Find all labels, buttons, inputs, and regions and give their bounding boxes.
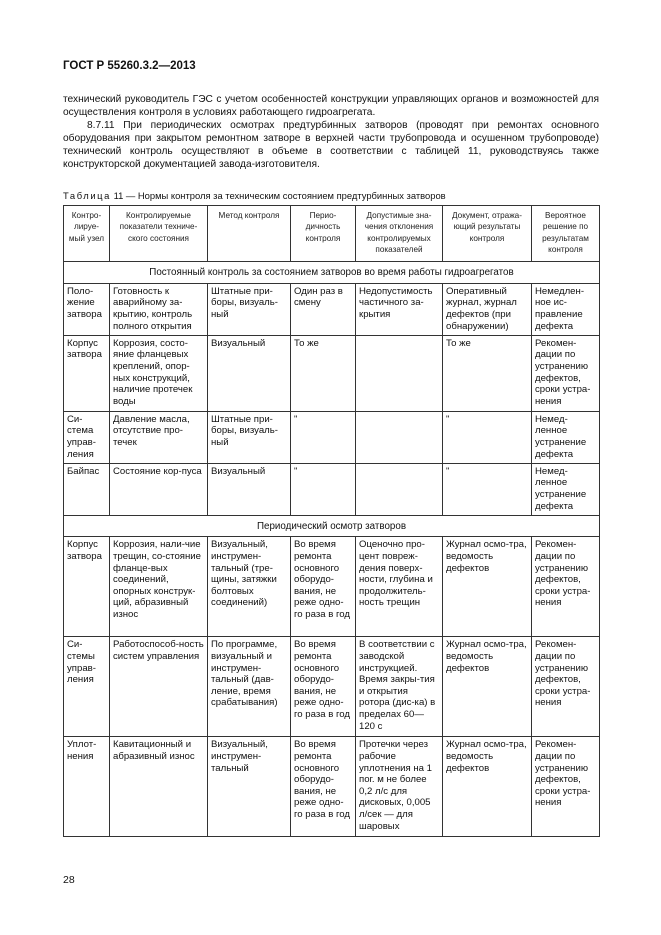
norms-table: [63, 205, 600, 837]
table-cell: Немедлен-ное ис-правление дефекта: [532, 283, 600, 335]
table-cell: ": [443, 463, 532, 515]
table-cell: ": [443, 411, 532, 463]
table-cell: Уплот-нения: [64, 737, 110, 837]
table-cell: Готовность к аварийному за-крытию, контроль полного открытия: [110, 283, 208, 335]
table-cell: [356, 335, 443, 411]
table-caption-text: 11 — Нормы контроля за техническим состоянием предтурбинных затворов: [113, 190, 446, 201]
table-cell: Визуальный: [208, 463, 291, 515]
table-cell: Один раз в смену: [291, 283, 356, 335]
column-header: Контролируемые показатели техниче-ского состояния: [110, 206, 208, 262]
table-cell: Корпус затвора: [64, 537, 110, 637]
table-cell: В соответствии с заводской инструкцией. Время закры-тия и открытия ротора (дис-ка) в пределах 60—120 с: [356, 637, 443, 737]
table-cell: Во время ремонта основного оборудо-вания, не реже одно-го раза в год: [291, 537, 356, 637]
table-row: [64, 463, 600, 515]
table-cell: ": [291, 463, 356, 515]
table-row: [64, 335, 600, 411]
table-cell: Штатные при-боры, визуаль-ный: [208, 411, 291, 463]
table-cell: Состояние кор-пуса: [110, 463, 208, 515]
table-cell: Визуальный: [208, 335, 291, 411]
table-row: [64, 283, 600, 335]
column-header: Вероятное решение по результатам контроля: [532, 206, 600, 262]
intro-paragraph: технический руководитель ГЭС с учетом особенностей конструкции управляющих органов и возможностей для осуществления контроля в условиях работающего гидроагрегата.: [63, 94, 599, 118]
intro-paragraph: 8.7.11 При периодических осмотрах предтурбинных затворов (проводят при ремонтах основного оборудования при закрытом ремонтном затворе в верхней части трубопровода и осушенном трубопроводе) технический контроль осуществляют в объеме в соответствии с таблицей 11, руководствуясь также конструкторской документацией завода-изготовителя.: [63, 120, 599, 170]
table-cell: Журнал осмо-тра, ведомость дефектов: [443, 537, 532, 637]
table-cell: Визуальный, инструмен-тальный (тре-щины, затяжки болтовых соединений): [208, 537, 291, 637]
table-cell: Рекомен-дации по устранению дефектов, сроки устра-нения: [532, 637, 600, 737]
table-caption-word: Таблица: [63, 190, 111, 201]
section-title-constant: Постоянный контроль за состоянием затворов во время работы гидроагрегатов: [64, 262, 600, 284]
table-cell: Журнал осмо-тра, ведомость дефектов: [443, 637, 532, 737]
section-row: [64, 262, 600, 284]
table-cell: Недопустимость частичного за-крытия: [356, 283, 443, 335]
table-cell: Оперативный журнал, журнал дефектов (при обнаружении): [443, 283, 532, 335]
column-header: Перио-дичность контроля: [291, 206, 356, 262]
table-cell: Поло-жение затвора: [64, 283, 110, 335]
table-cell: Немед-ленное устранение дефекта: [532, 463, 600, 515]
table-cell: Рекомен-дации по устранению дефектов, сроки устра-нения: [532, 335, 600, 411]
table-cell: Коррозия, состо-яние фланцевых креплений, опор-ных конструкций, наличие протечек воды: [110, 335, 208, 411]
table-cell: Оценочно про-цент повреж-дения поверх-ности, глубина и продолжитель-ность трещин: [356, 537, 443, 637]
document-id: ГОСТ Р 55260.3.2—2013: [63, 60, 196, 72]
table-cell: То же: [291, 335, 356, 411]
table-row: [64, 537, 600, 637]
table-header-row: [64, 206, 600, 262]
table-cell: По программе, визуальный и инструмен-тальный (дав-ление, время срабатывания): [208, 637, 291, 737]
table-cell: ": [291, 411, 356, 463]
column-header: Метод контроля: [208, 206, 291, 262]
table-cell: Журнал осмо-тра, ведомость дефектов: [443, 737, 532, 837]
table-cell: Визуальный, инструмен-тальный: [208, 737, 291, 837]
section-row: [64, 515, 600, 537]
table-row: [64, 411, 600, 463]
table-cell: Во время ремонта основного оборудо-вания, не реже одно-го раза в год: [291, 737, 356, 837]
table-cell: Штатные при-боры, визуаль-ный: [208, 283, 291, 335]
intro-text: [63, 93, 599, 171]
table-cell: Давление масла, отсутствие про-течек: [110, 411, 208, 463]
table-cell: Си-стема управ-ления: [64, 411, 110, 463]
section-title-periodic: Периодический осмотр затворов: [64, 515, 600, 537]
column-header: Документ, отража-ющий результаты контроля: [443, 206, 532, 262]
table-cell: Корпус затвора: [64, 335, 110, 411]
table-cell: Си-стемы управ-ления: [64, 637, 110, 737]
table-cell: Рекомен-дации по устранению дефектов, сроки устра-нения: [532, 737, 600, 837]
table-cell: То же: [443, 335, 532, 411]
table-caption: [63, 190, 446, 201]
table-cell: Рекомен-дации по устранению дефектов, сроки устра-нения: [532, 537, 600, 637]
table-cell: [356, 411, 443, 463]
table-cell: Во время ремонта основного оборудо-вания, не реже одно-го раза в год: [291, 637, 356, 737]
table-row: [64, 737, 600, 837]
table-cell: Коррозия, нали-чие трещин, со-стояние фланце-вых соединений, опорных конструк-ций, абразивный износ: [110, 537, 208, 637]
table-cell: Работоспособ-ность систем управления: [110, 637, 208, 737]
column-header: Контро-лируе-мый узел: [64, 206, 110, 262]
table-row: [64, 637, 600, 737]
table-cell: Немед-ленное устранение дефекта: [532, 411, 600, 463]
table-cell: Протечки через рабочие уплотнения на 1 пог. м не более 0,2 л/с для дисковых, 0,005 л/сек — для шаровых: [356, 737, 443, 837]
table-cell: [356, 463, 443, 515]
table-cell: Байпас: [64, 463, 110, 515]
column-header: Допустимые зна-чения отклонения контролируемых показателей: [356, 206, 443, 262]
page-number: 28: [63, 874, 75, 886]
table-cell: Кавитационный и абразивный износ: [110, 737, 208, 837]
